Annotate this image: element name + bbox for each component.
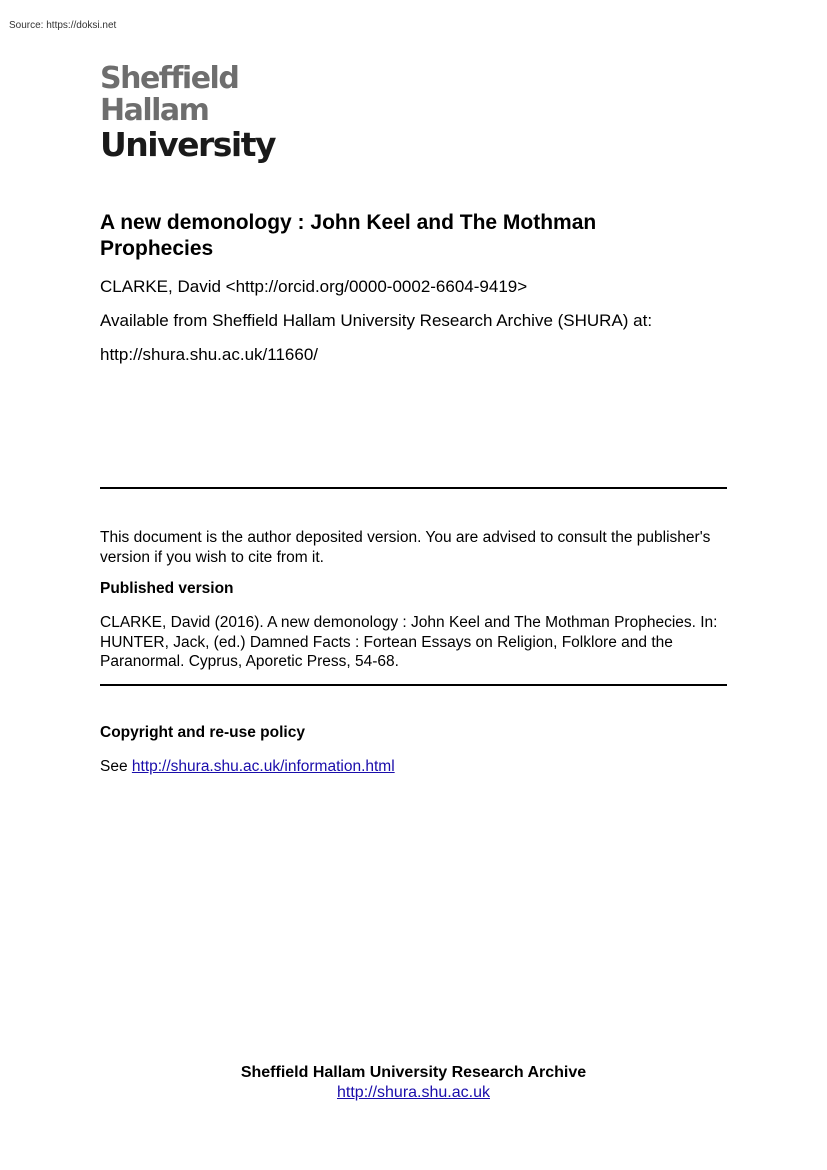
deposit-notice: This document is the author deposited version. You are advised to consult the publisher's version if you wish to cite from it. <box>100 529 711 566</box>
logo-line-hallam: Hallam <box>100 93 209 128</box>
copyright-prefix: See <box>100 758 132 775</box>
divider-top <box>100 487 727 489</box>
source-label: Source: https://doksi.net <box>9 20 117 31</box>
logo-line-university: University <box>100 125 276 164</box>
footer-archive-name: Sheffield Hallam University Research Archive <box>240 1064 587 1081</box>
document-title: A new demonology : John Keel and The Mothman Prophecies <box>100 211 597 260</box>
copyright-line <box>100 757 727 777</box>
copyright-heading: Copyright and re-use policy <box>100 724 305 741</box>
divider-bottom <box>100 684 727 686</box>
published-citation: CLARKE, David (2016). A new demonology : John Keel and The Mothman Prophecies. In: HUNTER, Jack, (ed.) Damned Facts : Fortean Essays on Religion, Folklore and the Paranormal. Cyprus, Aporetic Press, 54-68. <box>100 614 718 670</box>
footer-archive-link[interactable]: http://shura.shu.ac.uk <box>337 1084 490 1101</box>
footer <box>0 1063 827 1103</box>
university-logo <box>100 61 276 164</box>
available-line: Available from Sheffield Hallam University Research Archive (SHURA) at: <box>100 311 653 330</box>
shura-item-url: http://shura.shu.ac.uk/11660/ <box>100 345 318 364</box>
author-line: CLARKE, David <http://orcid.org/0000-0002-6604-9419> <box>100 277 528 296</box>
copyright-policy-link[interactable]: http://shura.shu.ac.uk/information.html <box>131 758 395 775</box>
published-version-heading: Published version <box>100 580 234 597</box>
logo-line-sheffield: Sheffield <box>100 61 239 96</box>
